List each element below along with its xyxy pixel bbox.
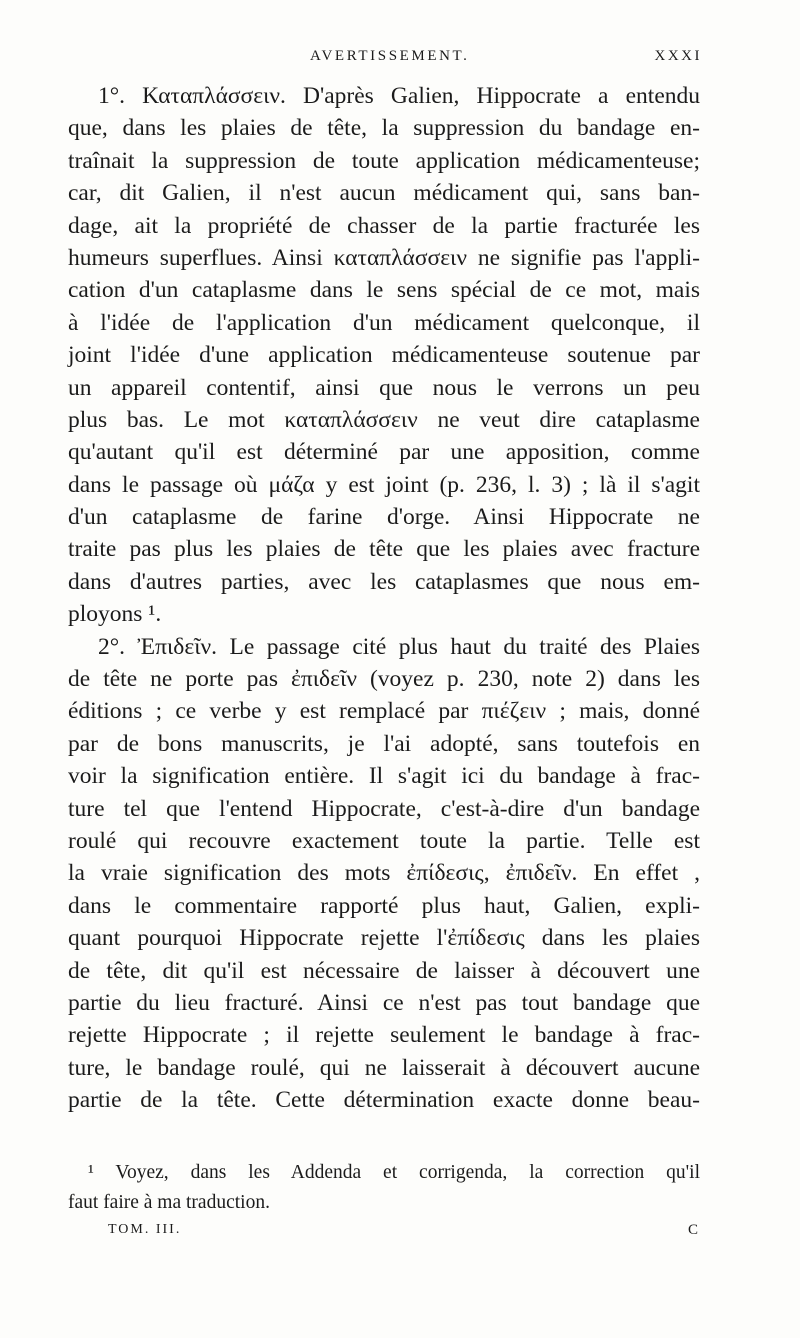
text-line: ture, le bandage roulé, qui ne laisserait à découvert aucune	[68, 1054, 700, 1081]
text-line: qu'autant qu'il est déterminé par une apposition, comme	[68, 439, 700, 466]
text-line: d'un cataplasme de farine d'orge. Ainsi Hippocrate ne	[68, 504, 700, 531]
text-line: traînait la suppression de toute application médicamenteuse;	[68, 147, 700, 174]
text-line: la vraie signification des mots ἐπίδεσις, ἐπιδεῖν. En effet ,	[68, 860, 700, 887]
text-line: car, dit Galien, il n'est aucun médicament qui, sans ban-	[68, 180, 700, 207]
text-line: un appareil contentif, ainsi que nous le verrons un peu	[68, 374, 700, 401]
text-line: plus bas. Le mot καταπλάσσειν ne veut dire cataplasme	[68, 406, 700, 433]
gathering-mark: C	[687, 1222, 700, 1238]
footnote	[68, 1158, 700, 1218]
text-line: par de bons manuscrits, je l'ai adopté, sans toutefois en	[68, 730, 700, 757]
text-line: traite pas plus les plaies de tête que les plaies avec fracture	[68, 536, 700, 563]
footnote-line: ¹ Voyez, dans les Addenda et corrigenda, la correction qu'il	[88, 1162, 700, 1183]
text-line: 1°. Καταπλάσσειν. D'après Galien, Hippocrate a entendu	[98, 83, 700, 109]
text-line: voir la signification entière. Il s'agit ici du bandage à frac-	[68, 763, 700, 790]
running-header	[70, 46, 710, 72]
text-line: roulé qui recouvre exactement toute la partie. Telle est	[68, 827, 700, 854]
text-line: à l'idée de l'application d'un médicament quelconque, il	[68, 309, 700, 336]
text-line: partie du lieu fracturé. Ainsi ce n'est pas tout bandage que	[68, 989, 700, 1016]
text-line: dans le passage où μάζα y est joint (p. 236, l. 3) ; là il s'agit	[68, 471, 700, 498]
text-line: quant pourquoi Hippocrate rejette l'ἐπίδεσις dans les plaies	[68, 925, 700, 952]
main-text	[68, 80, 700, 1117]
volume-mark: TOM. III.	[108, 1222, 182, 1237]
text-line: rejette Hippocrate ; il rejette seulement le bandage à frac-	[68, 1022, 700, 1049]
running-title: AVERTISSEMENT.	[310, 48, 470, 64]
text-line: ture tel que l'entend Hippocrate, c'est-à-dire d'un bandage	[68, 795, 700, 822]
text-line: dage, ait la propriété de chasser de la partie fracturée les	[68, 212, 700, 239]
page-number: XXXI	[654, 48, 702, 64]
printer-signature	[108, 1222, 700, 1244]
text-line: cation d'un cataplasme dans le sens spécial de ce mot, mais	[68, 277, 700, 304]
text-line: joint l'idée d'une application médicamenteuse soutenue par	[68, 342, 700, 369]
text-line: ployons ¹.	[68, 601, 162, 628]
text-line: éditions ; ce verbe y est remplacé par πιέζειν ; mais, donné	[68, 698, 700, 725]
footnote-line: faut faire à ma traduction.	[68, 1192, 270, 1213]
text-line: partie de la tête. Cette détermination exacte donne beau-	[68, 1087, 700, 1114]
text-line: de tête, dit qu'il est nécessaire de laisser à découvert une	[68, 957, 700, 984]
text-line: de tête ne porte pas ἐπιδεῖν (voyez p. 230, note 2) dans les	[68, 666, 700, 693]
text-line: 2°. Ἐπιδεῖν. Le passage cité plus haut du traité des Plaies	[98, 633, 700, 660]
text-line: que, dans les plaies de tête, la suppression du bandage en-	[68, 115, 700, 142]
text-line: humeurs superflues. Ainsi καταπλάσσειν ne signifie pas l'appli-	[68, 244, 700, 271]
text-line: dans d'autres parties, avec les cataplasmes que nous em-	[68, 568, 700, 595]
text-line: dans le commentaire rapporté plus haut, Galien, expli-	[68, 892, 700, 919]
